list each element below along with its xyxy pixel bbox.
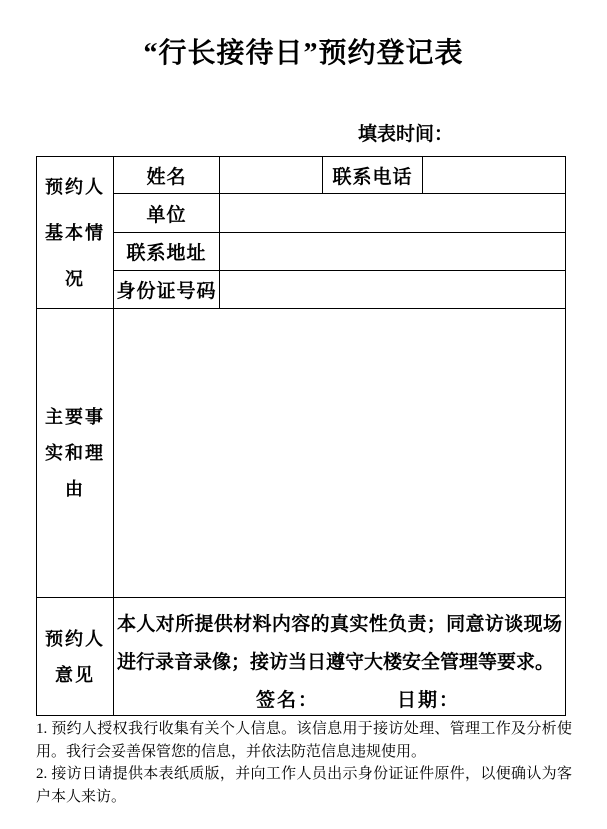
footnote-2: 2. 接访日请提供本表纸质版，并向工作人员出示身份证证件原件，以便确认为客户本人来访。	[36, 766, 572, 805]
section-label-main-facts: 主要事实和理由	[37, 309, 114, 598]
table-row	[37, 598, 566, 716]
fill-time-label: 填表时间：	[358, 124, 454, 145]
section-label-basic-info: 预约人基本情况	[37, 157, 114, 309]
unit-label: 单位	[114, 194, 220, 233]
table-row	[37, 309, 566, 598]
address-field[interactable]	[220, 233, 566, 271]
id-number-label: 身份证号码	[114, 271, 220, 309]
opinion-statement: 本人对所提供材料内容的真实性负责；同意访谈现场进行录音录像；接访当日遵守大楼安全管理等要求。	[117, 614, 562, 673]
registration-form-table	[36, 156, 566, 716]
footnotes	[36, 718, 572, 808]
table-row	[37, 157, 566, 194]
phone-field[interactable]	[423, 157, 566, 194]
footnote-1: 1. 预约人授权我行收集有关个人信息。该信息用于接访处理、管理工作及分析使用。我行会妥善保管您的信息，并依法防范信息违规使用。	[36, 721, 572, 760]
name-label: 姓名	[114, 157, 220, 194]
signature-date-row	[117, 685, 562, 712]
phone-label: 联系电话	[323, 157, 423, 194]
fill-time-row	[358, 119, 543, 146]
main-facts-field[interactable]	[114, 309, 566, 598]
name-field[interactable]	[220, 157, 323, 194]
signature-label: 签名：	[256, 690, 320, 711]
address-label: 联系地址	[114, 233, 220, 271]
unit-field[interactable]	[220, 194, 566, 233]
date-label: 日期：	[397, 690, 461, 711]
section-label-opinion: 预约人意见	[37, 598, 114, 716]
table-row	[37, 271, 566, 309]
opinion-cell	[114, 598, 566, 716]
page-title: “行长接待日”预约登记表	[143, 38, 464, 69]
table-row	[37, 194, 566, 233]
id-number-field[interactable]	[220, 271, 566, 309]
table-row	[37, 233, 566, 271]
